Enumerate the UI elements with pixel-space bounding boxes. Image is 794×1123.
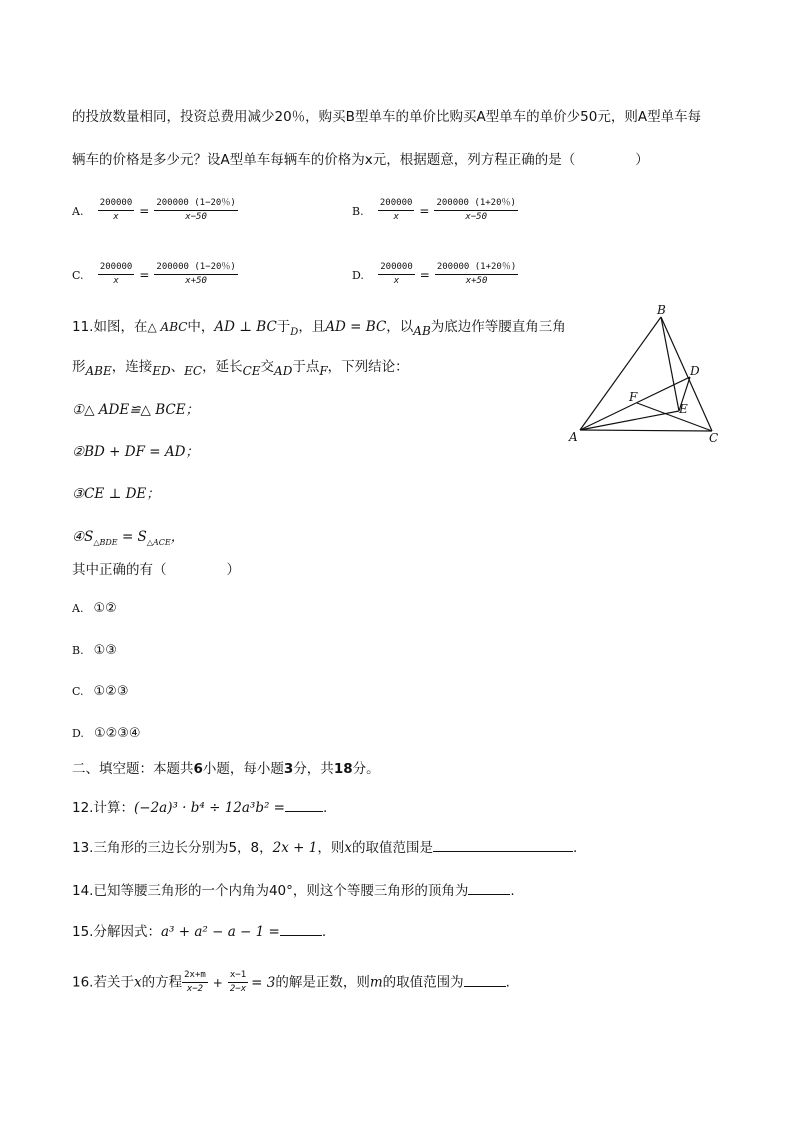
fraction: $\frac{x-1}{2-x}$ — [229, 970, 247, 994]
answer-blank[interactable] — [285, 797, 323, 812]
answer-blank[interactable] — [468, 880, 510, 895]
q11-conclusion-1: ①△ ADE≌△ BCE； — [72, 402, 200, 418]
q11-triangle-figure — [565, 305, 730, 450]
fraction: $\frac{200000 (1+20\%)}{x-50}$ — [436, 198, 516, 222]
answer-blank[interactable] — [433, 837, 573, 852]
label-c: C — [709, 431, 719, 445]
q10-option-d[interactable]: D. $\frac{200000}{x}$ = $\frac{200000 (1+20\%)}{x+50}$ — [352, 262, 517, 286]
q11-line2: 形ABE，连接ED、EC，延长CE交AD于点F，下列结论： — [72, 359, 409, 378]
option-label: C. — [72, 268, 84, 282]
fraction: $\frac{200000 (1-20\%)}{x+50}$ — [156, 262, 236, 286]
q10-line2-end: ） — [635, 152, 649, 168]
q11-line1: 11.如图，在△ ABC中，AD ⊥ BC于$_D$，且AD = BC，以AB为底边作等腰直角三角 — [72, 319, 566, 338]
label-f: F — [629, 390, 638, 404]
q10-option-b[interactable]: B. $\frac{200000}{x}$ = $\frac{200000 (1+20\%)}{x-50}$ — [352, 198, 516, 222]
q10-line2-text: 辆车的价格是多少元？设A型单车每辆车的价格为x元，根据题意，列方程正确的是（ — [72, 152, 576, 168]
q11-option-d[interactable]: D. ①②③④ — [72, 726, 141, 741]
segment-ab — [580, 317, 661, 430]
fraction: $\frac{200000 (1-20\%)}{x-50}$ — [156, 198, 236, 222]
answer-blank[interactable] — [464, 972, 506, 987]
fraction: $\frac{2x+m}{x-2}$ — [184, 970, 206, 994]
q14: 14.已知等腰三角形的一个内角为40°，则这个等腰三角形的顶角为 . — [72, 880, 515, 900]
answer-blank[interactable] — [280, 921, 322, 936]
q13: 13.三角形的三边长分别为5，8，2x + 1，则x的取值范围是 . — [72, 837, 577, 857]
q16: 16.若关于x的方程 $\frac{2x+m}{x-2}$ + $\frac{x-1}{2-x}$ = 3的解是正数，则m的取值范围为 . — [72, 970, 510, 994]
option-label: D. — [352, 268, 364, 282]
fraction: $\frac{200000}{x}$ — [99, 262, 133, 286]
q11-ask: 其中正确的有（ ） — [72, 562, 240, 578]
option-label: A. — [72, 204, 84, 218]
q11-option-c[interactable]: C. ①②③ — [72, 684, 129, 699]
q11-conclusion-4: $④S_{\triangle BDE} = S_{\triangle ACE}$， — [72, 529, 185, 547]
q10-option-c[interactable]: C. $\frac{200000}{x}$ = $\frac{200000 (1-20\%)}{x+50}$ — [72, 262, 236, 286]
q10-option-a[interactable]: A. $\frac{200000}{x}$ = $\frac{200000 (1-20\%)}{x-50}$ — [72, 198, 236, 222]
q11-conclusion-2: ②BD + DF = AD； — [72, 444, 199, 460]
section2-heading: 二、填空题：本题共6小题，每小题3分，共18分。 — [72, 761, 380, 777]
segment-ae — [580, 411, 679, 430]
segment-be — [661, 317, 679, 411]
fraction: $\frac{200000}{x}$ — [380, 262, 413, 286]
fraction: $\frac{200000}{x}$ — [379, 198, 413, 222]
q10-line1: 的投放数量相同，投资总费用减少20％，购买B型单车的单价比购买A型单车的单价少50元，则A型单车每 — [72, 109, 702, 125]
segment-ac — [580, 430, 712, 431]
q11-conclusion-3: ③CE ⊥ DE； — [72, 486, 160, 502]
q10-line2 — [72, 151, 649, 169]
label-b: B — [657, 305, 666, 317]
label-e: E — [679, 402, 688, 416]
q11-option-b[interactable]: B. ①③ — [72, 643, 117, 658]
fraction: $\frac{200000 (1+20\%)}{x+50}$ — [436, 262, 517, 286]
label-a: A — [569, 430, 578, 444]
label-d: D — [690, 364, 700, 378]
q15: 15.分解因式：a³ + a² − a − 1 = . — [72, 921, 326, 941]
q12: 12.计算：(−2a)³ · b⁴ ÷ 12a³b² = . — [72, 797, 327, 817]
option-label: B. — [352, 204, 364, 218]
fraction: $\frac{200000}{x}$ — [99, 198, 133, 222]
q11-option-a[interactable]: A. ①② — [72, 601, 117, 616]
